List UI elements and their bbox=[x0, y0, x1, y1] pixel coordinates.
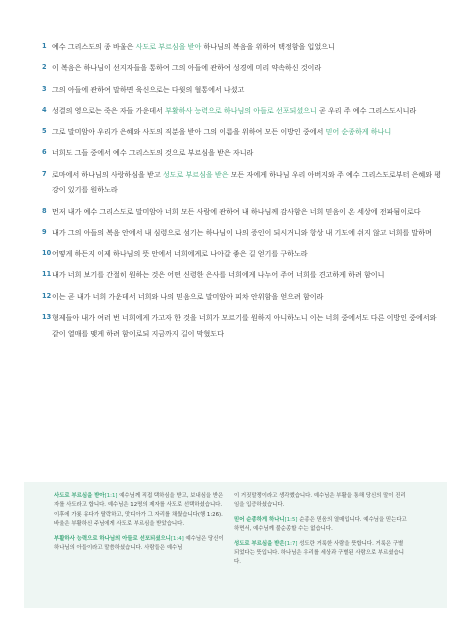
note-paragraph bbox=[234, 540, 407, 568]
note-text: 성도란 거룩한 사람을 뜻합니다. 거룩은 구별되었다는 뜻입니다. 하나님은 우리를 세상과 구별된 사람으로 부르셨습니다. bbox=[234, 540, 404, 566]
highlighted-phrase: 사도로 부르심을 받아 bbox=[135, 42, 202, 51]
note-text: 예수님은 당신이 하나님의 아들이라고 말씀하셨습니다. 사람들은 예수님 bbox=[54, 535, 224, 552]
verse-number: 3 bbox=[42, 84, 47, 93]
verse-11 bbox=[42, 267, 442, 283]
note-term: 부활하사 능력으로 하나님의 아들로 선포되셨으니 bbox=[54, 535, 171, 542]
verse-number: 6 bbox=[42, 148, 47, 157]
verse-text bbox=[52, 60, 442, 76]
verse-number: 2 bbox=[42, 63, 47, 72]
note-paragraph bbox=[54, 535, 227, 554]
verse-text-segment: 내가 그의 아들의 복음 안에서 내 심령으로 섬기는 하나님이 나의 증인이 되시거니와 항상 내 기도에 쉬지 않고 너희를 말하며 bbox=[52, 227, 432, 237]
verse-text bbox=[52, 103, 442, 119]
verse-text bbox=[52, 204, 442, 220]
verse-3 bbox=[42, 82, 442, 98]
verse-text-segment: 먼저 내가 예수 그리스도로 말미암아 너희 모든 사람에 관하여 내 하나님께 감사함은 너희 믿음이 온 세상에 전파됨이로다 bbox=[52, 206, 421, 216]
note-paragraph bbox=[234, 492, 407, 511]
verse-5 bbox=[42, 124, 442, 140]
verse-number: 9 bbox=[42, 227, 47, 236]
verse-text-segment: 이는 곧 내가 너희 가운데서 너희와 나의 믿음으로 말미암아 피차 안위함을 얻으려 함이라 bbox=[52, 291, 324, 301]
verse-6 bbox=[42, 145, 442, 161]
highlighted-phrase: 부활하사 능력으로 하나님의 아들로 선포되셨으니 bbox=[165, 105, 317, 115]
verse-text-segment: 로마에서 하나님의 사랑하심을 받고 bbox=[52, 169, 163, 179]
verse-text-segment: 하나님의 복음을 위하여 택정함을 입었으니 bbox=[201, 42, 335, 51]
verse-12 bbox=[42, 289, 442, 305]
verse-text-segment: 형제들아 내가 여러 번 너희에게 가고자 한 것을 너희가 모르기를 원하지 아니하노니 이는 너희 중에서도 다른 이방인 중에서와 같이 열매를 맺게 하려 함이로되 지금까지 길이 막혔도다 bbox=[52, 313, 437, 338]
verse-number: 4 bbox=[42, 105, 47, 114]
notes-left-column bbox=[54, 492, 227, 558]
verse-text bbox=[52, 267, 442, 283]
verse-number: 10 bbox=[42, 249, 52, 258]
verse-text bbox=[52, 167, 442, 198]
verse-number: 5 bbox=[42, 127, 47, 136]
highlighted-phrase: 성도로 부르심을 받은 bbox=[162, 169, 229, 179]
highlighted-phrase: 믿어 순종하게 하나니 bbox=[325, 127, 392, 137]
note-term: 사도로 부르심을 받아 bbox=[54, 493, 105, 499]
verse-text bbox=[52, 225, 442, 241]
verse-1 bbox=[42, 39, 442, 55]
note-reference: [1:4] bbox=[170, 535, 184, 542]
verse-number: 11 bbox=[42, 270, 52, 279]
notes-box bbox=[24, 482, 447, 608]
verse-text bbox=[52, 145, 442, 161]
verse-text-segment: 이 복음은 하나님이 선지자들을 통하여 그의 아들에 관하여 성경에 미리 약속하신 것이라 bbox=[52, 63, 322, 73]
verse-text-segment: 곧 우리 주 예수 그리스도시니라 bbox=[316, 105, 417, 115]
verse-text bbox=[52, 39, 442, 55]
verse-text-segment: 그의 아들에 관하여 말하면 육신으로는 다윗의 혈통에서 나셨고 bbox=[52, 84, 245, 94]
verse-text-segment: 성결의 영으로는 죽은 자들 가운데서 bbox=[52, 105, 166, 115]
notes-right-column bbox=[234, 492, 407, 573]
verse-text-segment: 내가 너희 보기를 간절히 원하는 것은 어떤 신령한 은사를 너희에게 나누어 주어 너희를 견고하게 하려 함이니 bbox=[52, 270, 385, 280]
note-term: 성도로 부르심을 받은 bbox=[234, 540, 285, 547]
note-text: 예수님께 직접 택하심을 받고, 보내심을 받은 자를 사도라고 합니다. 예수님은 12명의 제자를 사도로 선택하셨습니다. 이후에 가룟 유다가 탈락하고, 맛디아가 그 자리를 채웠습니다(행 1:26). 바울은 부활하신 주님에게 사도로 부르심을 받았습니다. bbox=[54, 493, 224, 528]
verse-7 bbox=[42, 167, 442, 198]
verse-list bbox=[42, 39, 442, 347]
verse-text-segment: 예수 그리스도의 종 바울은 bbox=[52, 42, 136, 51]
note-reference: [1:5] bbox=[284, 516, 298, 523]
verse-text bbox=[52, 289, 442, 305]
note-term: 믿어 순종하게 하나니 bbox=[234, 516, 285, 523]
verse-number: 7 bbox=[42, 169, 47, 178]
verse-10 bbox=[42, 246, 442, 262]
note-text: 이 거짓말쟁이라고 생각했습니다. 예수님은 부활을 통해 당신의 말이 진리임을 입증하셨습니다. bbox=[234, 493, 406, 509]
verse-text bbox=[52, 310, 442, 341]
note-reference: [1:1] bbox=[104, 493, 118, 499]
verse-number: 13 bbox=[42, 313, 52, 322]
verse-8 bbox=[42, 204, 442, 220]
verse-4 bbox=[42, 103, 442, 119]
verse-2 bbox=[42, 60, 442, 76]
verse-text-segment: 그로 말미암아 우리가 은혜와 사도의 직분을 받아 그의 이름을 위하여 모든 이방인 중에서 bbox=[52, 127, 326, 137]
verse-9 bbox=[42, 225, 442, 241]
verse-text-segment: 모든 자에게 하나님 우리 아버지와 주 예수 그리스도로부터 은혜와 평강이 있기를 원하노라 bbox=[52, 169, 442, 195]
verse-13 bbox=[42, 310, 442, 341]
verse-number: 1 bbox=[42, 42, 47, 50]
note-reference: [1:7] bbox=[284, 540, 298, 547]
verse-text-segment: 너희도 그들 중에서 예수 그리스도의 것으로 부르심을 받은 자니라 bbox=[52, 148, 254, 158]
verse-text bbox=[52, 124, 442, 140]
verse-text bbox=[52, 246, 442, 262]
verse-number: 12 bbox=[42, 291, 52, 300]
note-paragraph bbox=[234, 516, 407, 535]
verse-text-segment: 어떻게 하든지 이제 하나님의 뜻 안에서 너희에게로 나아갈 좋은 길 얻기를 구하노라 bbox=[52, 249, 308, 259]
note-paragraph bbox=[54, 492, 227, 530]
verse-number: 8 bbox=[42, 206, 47, 215]
note-text: 순종은 믿음의 열매입니다. 예수님을 믿는다고 하면서, 예수님께 불순종할 수는 없습니다. bbox=[234, 516, 407, 533]
verse-text bbox=[52, 82, 442, 98]
